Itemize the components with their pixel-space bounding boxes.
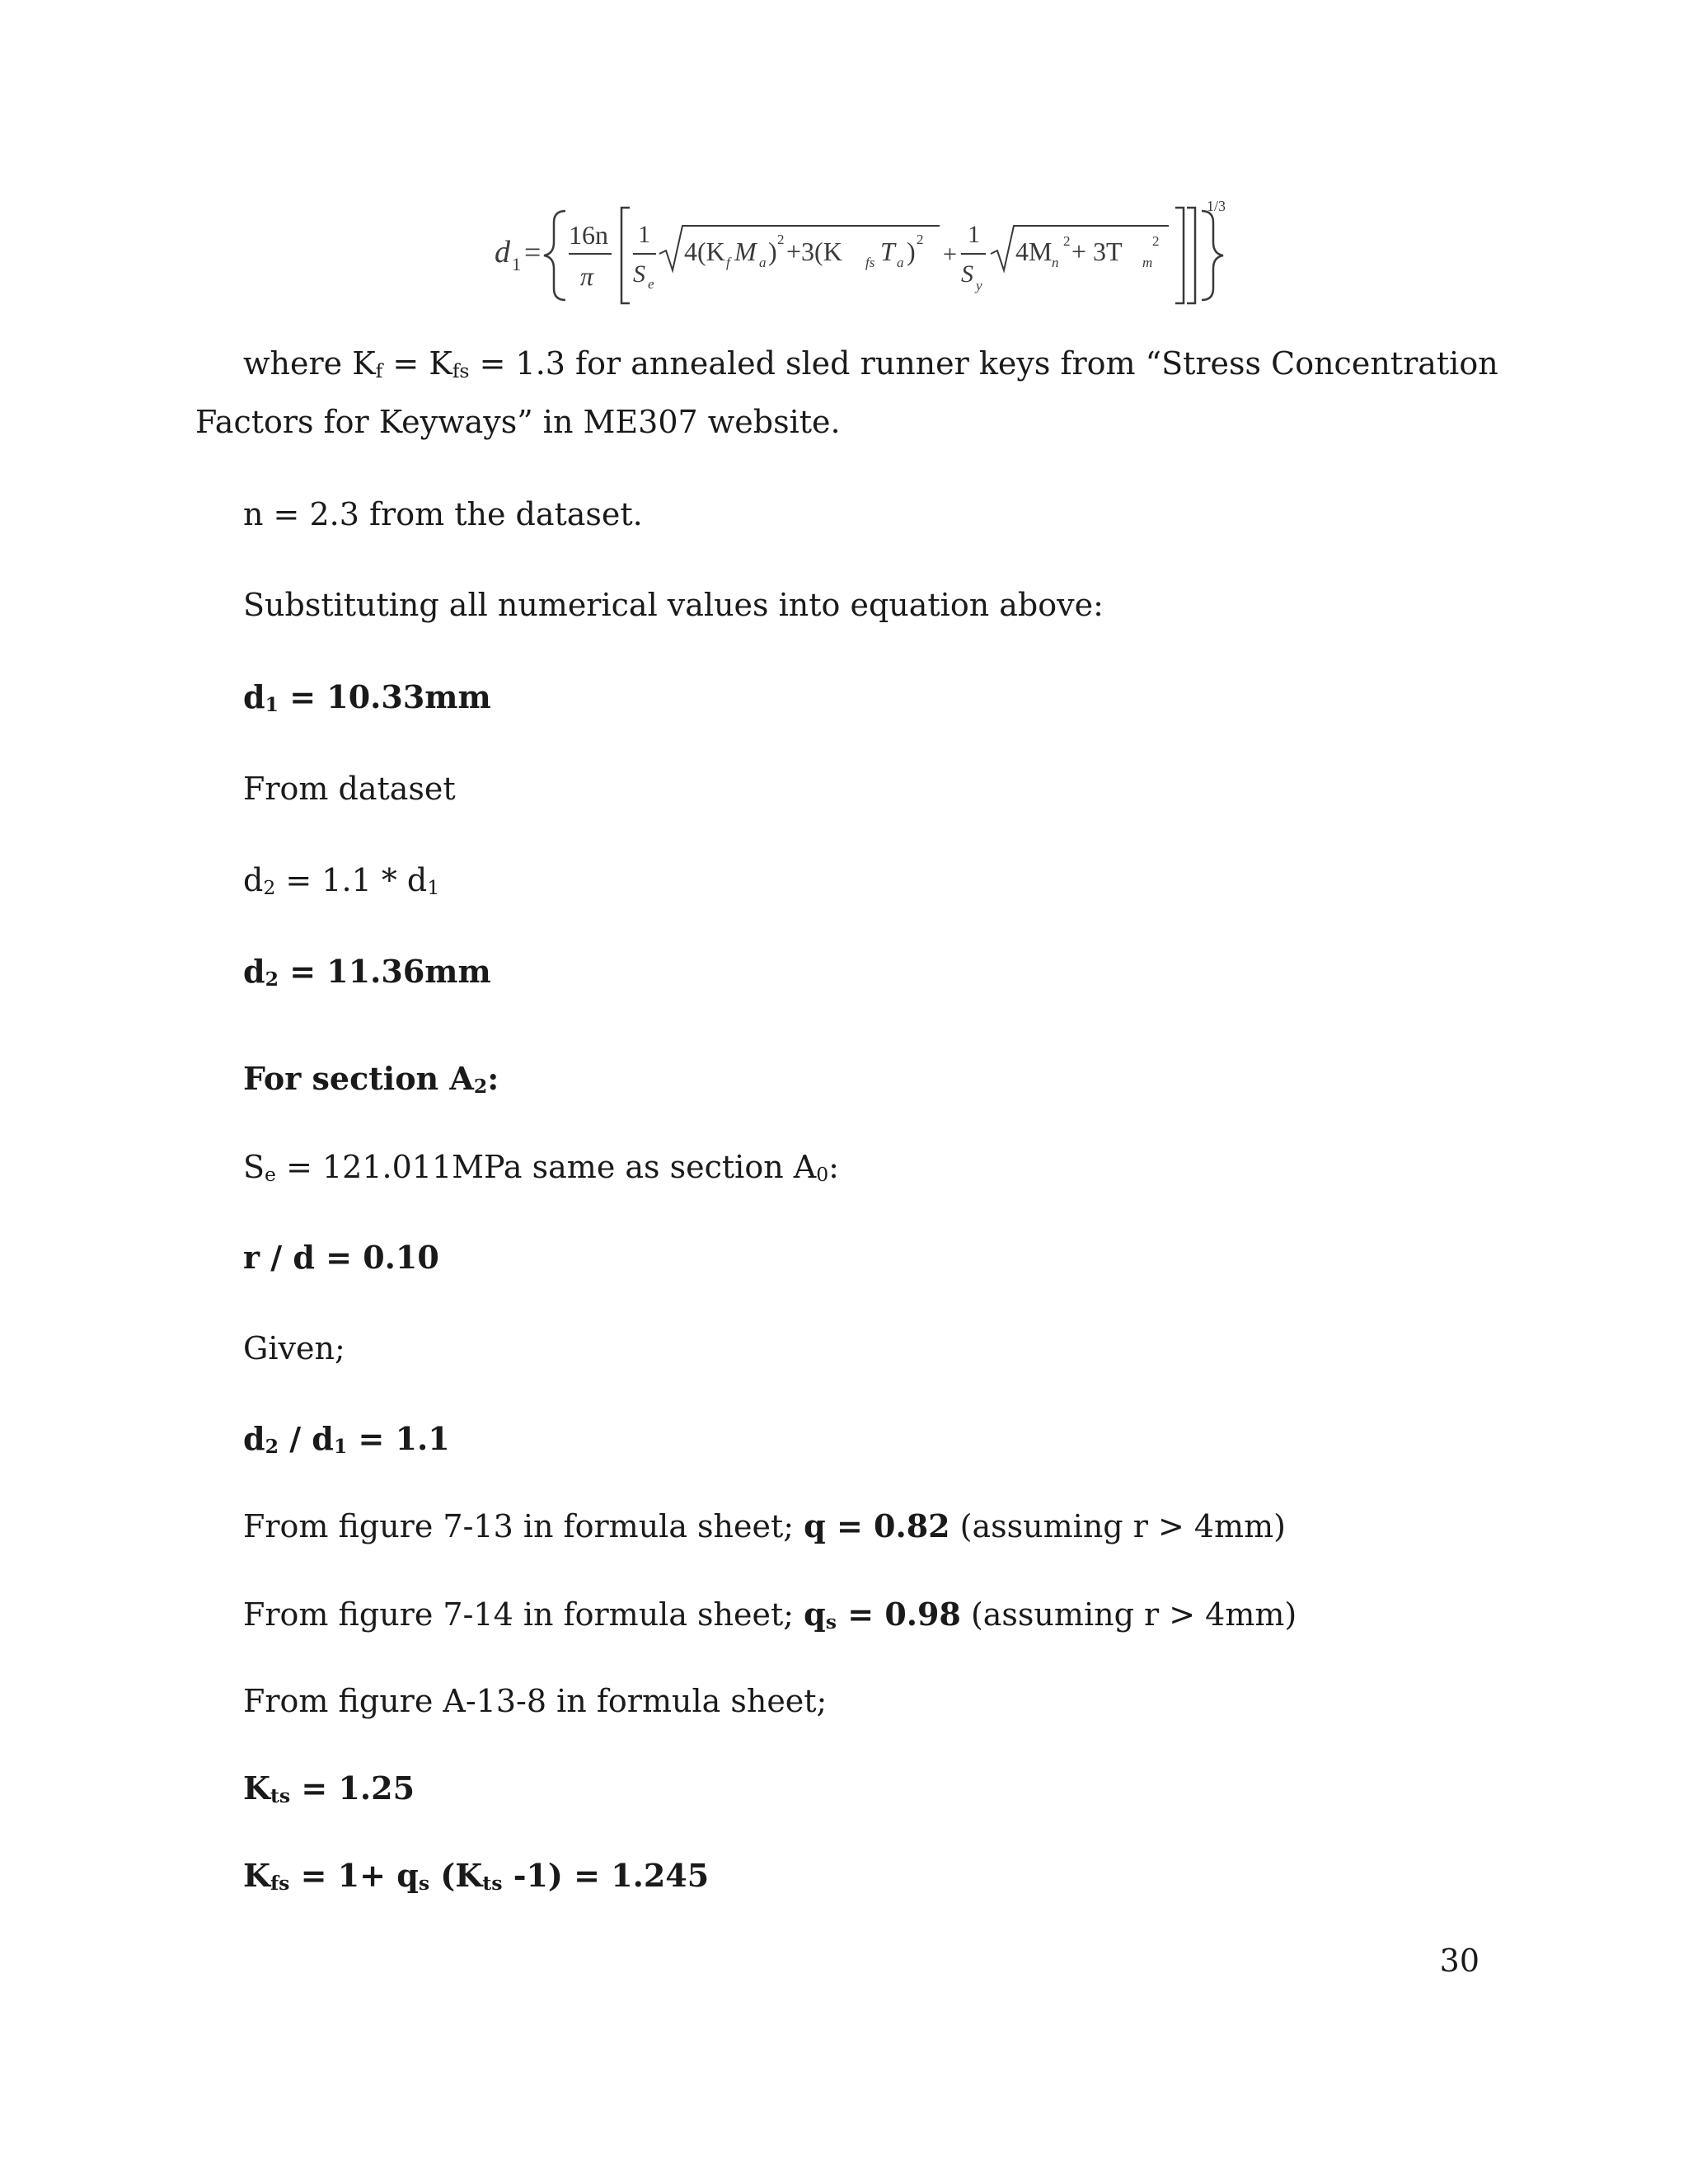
eq-right-bracket-2 xyxy=(1187,208,1195,303)
eq-left-brace xyxy=(544,211,565,300)
eq-equals: = xyxy=(524,236,542,269)
eq-right-brace xyxy=(1202,211,1223,300)
eq-pi: π xyxy=(580,261,594,291)
eq-ma: M xyxy=(734,237,757,266)
eq-se: S xyxy=(633,260,645,288)
eq-rad2-a: 4M xyxy=(1015,237,1053,266)
eq-sq1-exp: 2 xyxy=(777,232,785,247)
eq-lhs: d xyxy=(495,235,510,269)
substitution-line: Substituting all numerical values into equation above: xyxy=(243,587,1104,623)
eq-rad1-a: 4(K xyxy=(684,237,725,266)
para1-line1: where $K_f = K_{fs} = 1.3$ for annealed sled runner keys from “Stress Concentration xyxy=(243,345,1498,383)
kfs-line: $K_{fs} = 1+ q_s$ ($K_{ts}$ -1) = 1.245 xyxy=(243,1857,710,1896)
equation-d1 xyxy=(462,196,1236,312)
eq-ta: T xyxy=(880,237,895,266)
eq-rad2-b: + 3T xyxy=(1071,237,1123,266)
r-over-d-line: r / d = 0.10 xyxy=(243,1239,439,1276)
se-line: $S_e = 121.011MPa$ same as section $A_0$: xyxy=(243,1149,839,1187)
eq-outer-exp: 1/3 xyxy=(1207,198,1226,214)
d2-formula: $d_2 = 1.1 * d_1$ xyxy=(243,862,440,900)
equation-graphic xyxy=(462,196,1236,312)
eq-16n: 16n xyxy=(569,220,608,250)
from-dataset-line: From dataset xyxy=(243,771,456,807)
eq-kf-sub: f xyxy=(726,255,730,270)
eq-sq2: ) xyxy=(907,237,916,266)
eq-sq1: ) xyxy=(768,237,777,266)
a-13-8-line: From figure A-13-8 in formula sheet; xyxy=(243,1683,828,1719)
eq-one-b: 1 xyxy=(968,221,980,248)
q-line: From figure 7-13 in formula sheet; q = 0.82 (assuming r > 4mm) xyxy=(243,1507,1286,1544)
d2-over-d1-line: $d_2 / d_1 = 1.1$ xyxy=(243,1420,450,1459)
eq-ta-sub: a xyxy=(897,255,904,270)
n-value-line: n = 2.3 from the dataset. xyxy=(243,496,643,532)
eq-mn-exp: 2 xyxy=(1063,233,1071,249)
eq-right-bracket-1 xyxy=(1175,208,1184,303)
eq-sy: S xyxy=(961,260,973,288)
eq-plus: + xyxy=(943,241,957,268)
eq-sy-sub: y xyxy=(976,278,982,293)
eq-one-a: 1 xyxy=(638,221,650,248)
page-number: 30 xyxy=(1439,1943,1479,1979)
eq-left-bracket xyxy=(621,208,630,303)
section-a2-heading: For section $A_2$: xyxy=(243,1060,499,1099)
para1-line2: Factors for Keyways” in ME307 website. xyxy=(195,404,841,440)
eq-lhs-sub: 1 xyxy=(512,254,521,274)
qs-line: From figure 7-14 in formula sheet; $q_s = 0.98$ (assuming r > 4mm) xyxy=(243,1596,1297,1634)
eq-tm-exp: 2 xyxy=(1152,233,1160,249)
eq-kfs-sub: fs xyxy=(865,255,875,270)
eq-sq2-exp: 2 xyxy=(917,232,924,247)
d2-result: $d_2 = 11.36mm$ xyxy=(243,953,491,991)
eq-se-sub: e xyxy=(648,276,654,292)
given-line: Given; xyxy=(243,1330,345,1366)
kts-line: $K_{ts} = 1.25$ xyxy=(243,1769,415,1808)
eq-ma-sub: a xyxy=(759,255,767,270)
d1-result: $d_1 = 10.33mm$ xyxy=(243,678,491,717)
eq-mn-sub: n xyxy=(1052,255,1059,270)
eq-tm-sub: m xyxy=(1142,255,1153,270)
eq-rad1-b: +3(K xyxy=(786,237,842,266)
